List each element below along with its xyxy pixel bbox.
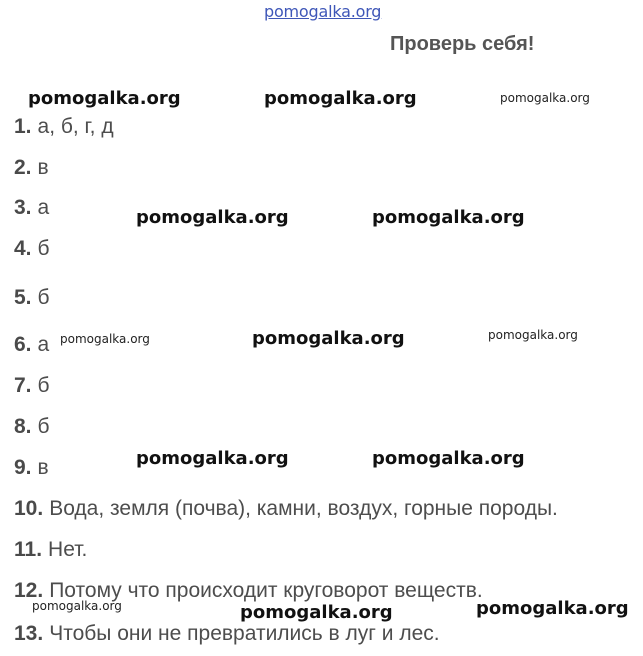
answer-number: 12. — [14, 579, 44, 602]
answer-number: 5. — [14, 286, 32, 309]
watermark: pomogalka.org — [500, 91, 590, 105]
answer-item — [14, 579, 483, 603]
answer-text: а — [37, 196, 50, 219]
watermark: pomogalka.org — [60, 332, 150, 346]
answer-item — [14, 456, 49, 480]
answer-number: 1. — [14, 115, 32, 138]
answer-text: б — [37, 415, 50, 438]
watermark: pomogalka.org — [372, 207, 525, 228]
watermark: pomogalka.org — [372, 448, 525, 469]
watermark: pomogalka.org — [32, 599, 122, 613]
answer-text: а, б, г, д — [37, 115, 114, 138]
watermark: pomogalka.org — [240, 602, 393, 623]
answer-item — [14, 415, 50, 439]
watermark: pomogalka.org — [264, 88, 417, 109]
answer-item — [14, 374, 50, 398]
watermark: pomogalka.org — [252, 328, 405, 349]
answer-text: б — [37, 286, 50, 309]
answer-number: 8. — [14, 415, 32, 438]
answer-item — [14, 538, 87, 562]
answer-number: 6. — [14, 333, 32, 356]
answer-text: а — [37, 333, 50, 356]
answer-number: 10. — [14, 497, 44, 520]
answer-text: Вода, земля (почва), камни, воздух, горные породы. — [49, 497, 558, 520]
answer-text: Чтобы они не превратились в луг и лес. — [49, 622, 440, 645]
answer-item — [14, 286, 50, 310]
answer-item — [14, 622, 440, 646]
answer-number: 2. — [14, 156, 32, 179]
answer-number: 9. — [14, 456, 32, 479]
answer-text: Потому что происходит круговорот веществ. — [49, 579, 483, 602]
answer-item — [14, 333, 49, 357]
answer-number: 11. — [14, 538, 43, 561]
answer-item — [14, 115, 114, 139]
watermark: pomogalka.org — [136, 448, 289, 469]
answer-item — [14, 497, 558, 521]
top-watermark-link[interactable]: pomogalka.org — [264, 2, 382, 21]
answer-text: в — [37, 156, 49, 179]
answer-number: 7. — [14, 374, 32, 397]
page-title: Проверь себя! — [390, 33, 535, 55]
answer-item — [14, 196, 49, 220]
watermark: pomogalka.org — [28, 88, 181, 109]
answer-item — [14, 156, 49, 180]
watermark: pomogalka.org — [136, 207, 289, 228]
answer-number: 13. — [14, 622, 44, 645]
answer-text: в — [37, 456, 49, 479]
answer-text: б — [37, 374, 50, 397]
watermark: pomogalka.org — [488, 328, 578, 342]
answer-item — [14, 237, 50, 261]
answer-number: 3. — [14, 196, 32, 219]
answer-text: б — [37, 237, 50, 260]
answer-text: Нет. — [48, 538, 88, 561]
answer-number: 4. — [14, 237, 32, 260]
watermark: pomogalka.org — [476, 598, 629, 619]
